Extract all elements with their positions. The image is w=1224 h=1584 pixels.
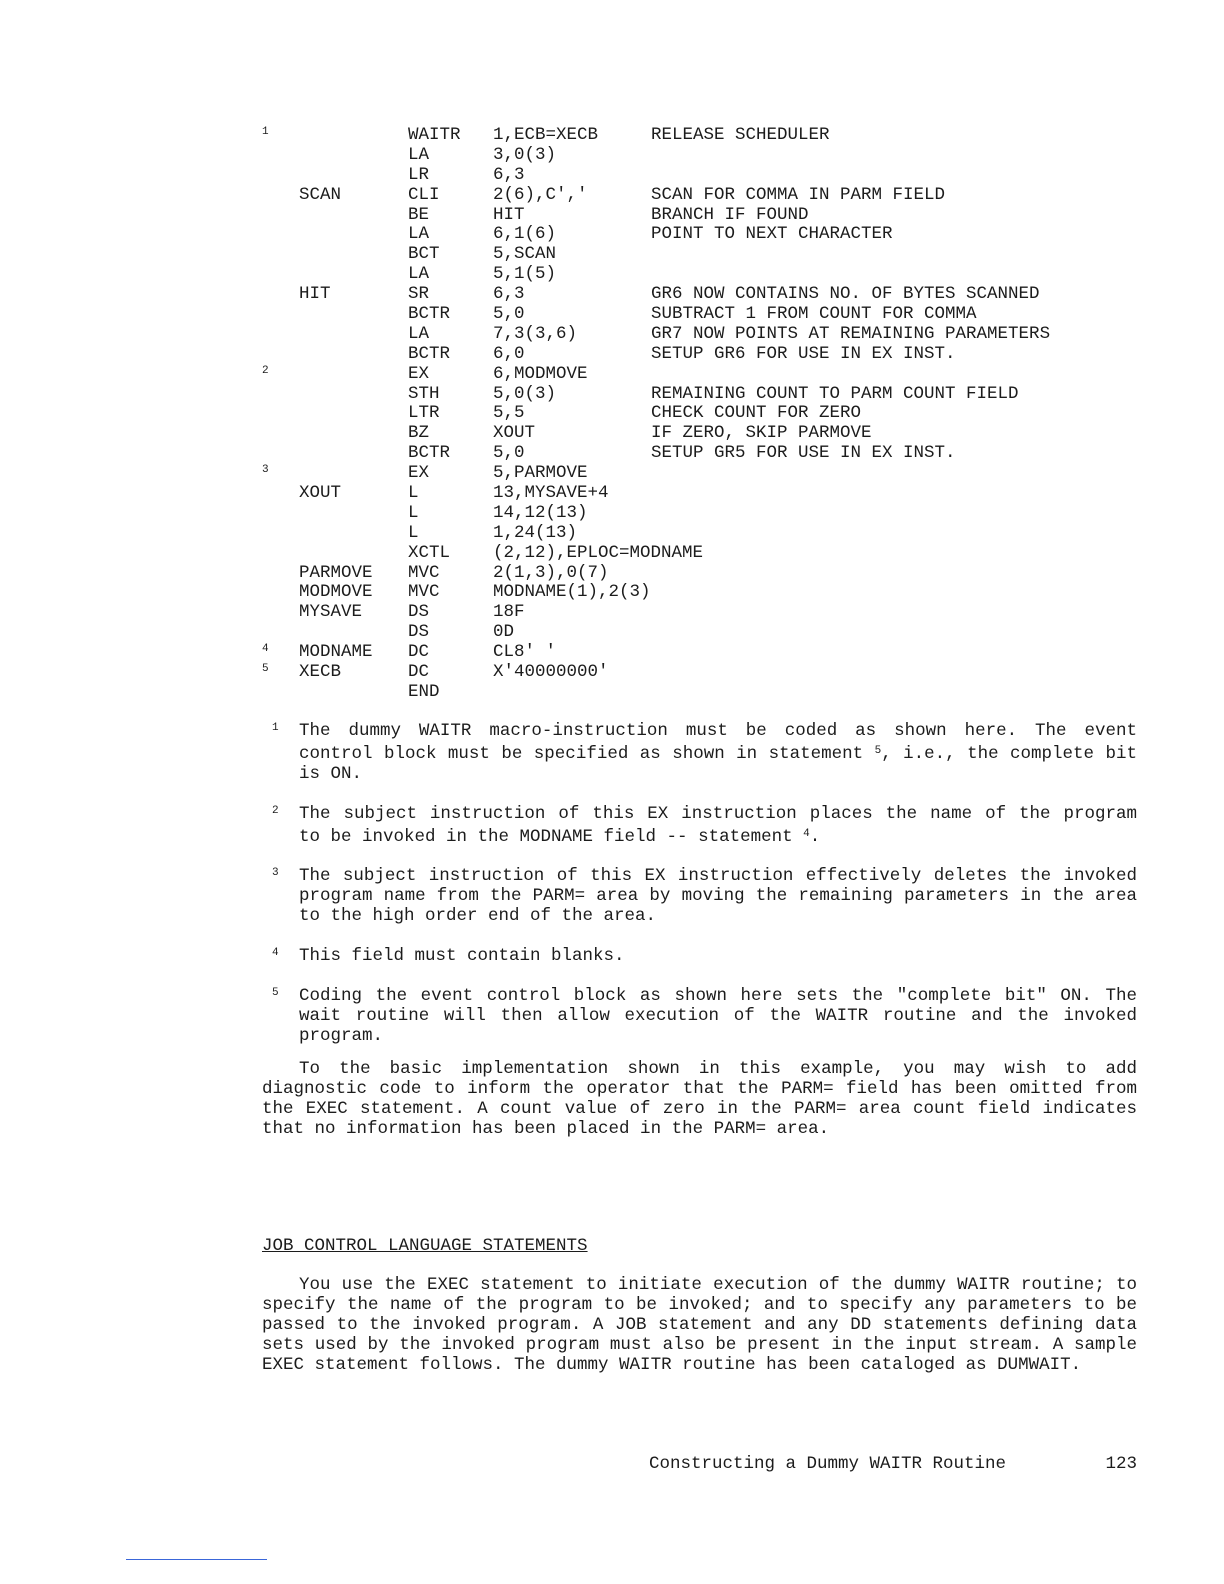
code-line (262, 424, 1162, 444)
code-operand: 1,24(13) (493, 522, 578, 543)
code-opcode: EX (408, 463, 430, 484)
statement-note-mark: 5 (262, 663, 269, 676)
code-opcode: BCTR (408, 443, 451, 464)
code-label: XOUT (299, 483, 342, 504)
code-opcode: MVC (408, 582, 440, 603)
code-line (262, 325, 1162, 345)
code-line (262, 484, 1162, 504)
code-line (262, 643, 1162, 663)
code-listing (262, 126, 1162, 703)
code-operand: 6,1(6) (493, 224, 557, 245)
code-line (262, 146, 1162, 166)
footnote-2 (262, 805, 1137, 848)
code-operand: 6,3 (493, 164, 525, 185)
code-line (262, 305, 1162, 325)
code-opcode: BCTR (408, 343, 451, 364)
code-operand: 5,PARMOVE (493, 463, 588, 484)
code-line (262, 166, 1162, 186)
code-operand: X'40000000' (493, 662, 609, 683)
footnote-text: The dummy WAITR macro-instruction must be coded as shown here. The event control block must be specified as shown in statement (299, 721, 1137, 764)
code-operand: 18F (493, 602, 525, 623)
code-comment: GR6 NOW CONTAINS NO. OF BYTES SCANNED (651, 284, 1040, 305)
code-operand: 5,5 (493, 403, 525, 424)
code-operand: 6,0 (493, 343, 525, 364)
scan-edge-line (126, 1559, 267, 1560)
code-opcode: LR (408, 164, 430, 185)
section-heading: JOB CONTROL LANGUAGE STATEMENTS (262, 1236, 588, 1256)
code-operand: 5,1(5) (493, 264, 557, 285)
code-operand: (2,12),EPLOC=MODNAME (493, 542, 704, 563)
footnote-text: The subject instruction of this EX instruction places the name of the program to be invoked in the MODNAME field -- statement (299, 803, 1137, 847)
code-comment: SUBTRACT 1 FROM COUNT FOR COMMA (651, 304, 977, 325)
code-label: MYSAVE (299, 602, 363, 623)
statement-note-mark: 2 (262, 364, 269, 377)
footnote-text: Coding the event control block as shown here sets the "complete bit" ON. The wait routine will then allow execution of the WAITR routine and the invoked program. (299, 985, 1137, 1046)
code-operand: 5,SCAN (493, 244, 557, 265)
code-opcode: L (408, 502, 419, 523)
code-label: MODNAME (299, 642, 373, 663)
code-opcode: MVC (408, 562, 440, 583)
footnote-mark: 2 (272, 804, 279, 817)
code-opcode: LA (408, 144, 430, 165)
code-operand: MODNAME(1),2(3) (493, 582, 651, 603)
code-line (262, 564, 1162, 584)
code-operand: HIT (493, 204, 525, 225)
code-line (262, 683, 1162, 703)
code-opcode: LA (408, 323, 430, 344)
statement-note-mark: 4 (262, 643, 269, 656)
code-opcode: XCTL (408, 542, 451, 563)
footnote-text: The subject instruction of this EX instruction effectively deletes the invoked program name from the PARM= area by moving the remaining parameters in the area to the high order end of the area. (299, 866, 1137, 927)
footnote-mark: 4 (272, 946, 279, 959)
code-operand: 2(6),C',' (493, 184, 588, 205)
code-comment: IF ZERO, SKIP PARMOVE (651, 423, 872, 444)
code-operand: CL8' ' (493, 642, 557, 663)
code-line (262, 186, 1162, 206)
footnote-text: This field must contain blanks. (299, 945, 625, 966)
code-opcode: DC (408, 642, 430, 663)
code-line (262, 583, 1162, 603)
footnote-3 (262, 867, 1137, 927)
page-number: 123 (1105, 1454, 1137, 1474)
code-operand: 1,ECB=XECB (493, 125, 599, 145)
code-operand: 0D (493, 622, 515, 643)
code-opcode: END (408, 681, 440, 702)
footnote-5 (262, 987, 1137, 1047)
code-operand: 5,0 (493, 443, 525, 464)
code-comment: GR7 NOW POINTS AT REMAINING PARAMETERS (651, 323, 1051, 344)
code-comment: SETUP GR6 FOR USE IN EX INST. (651, 343, 956, 364)
footnote-4 (262, 947, 1137, 967)
footnote-mark: 3 (272, 867, 279, 880)
code-line (262, 385, 1162, 405)
code-comment: POINT TO NEXT CHARACTER (651, 224, 893, 245)
code-operand: 6,3 (493, 284, 525, 305)
code-opcode: BE (408, 204, 430, 225)
code-comment: CHECK COUNT FOR ZERO (651, 403, 862, 424)
code-opcode: DS (408, 622, 430, 643)
code-label: PARMOVE (299, 562, 373, 583)
footnote-mark: 5 (272, 986, 279, 999)
statement-ref: 4 (803, 827, 810, 840)
code-line (262, 265, 1162, 285)
code-comment: BRANCH IF FOUND (651, 204, 809, 225)
code-operand: 5,0(3) (493, 383, 557, 404)
code-line (262, 285, 1162, 305)
code-line (262, 663, 1162, 683)
code-opcode: CLI (408, 184, 440, 205)
code-line (262, 126, 1162, 146)
code-operand: 2(1,3),0(7) (493, 562, 609, 583)
code-line (262, 504, 1162, 524)
code-operand: 6,MODMOVE (493, 363, 588, 384)
footer-title: Constructing a Dummy WAITR Routine (649, 1454, 1007, 1474)
code-line (262, 444, 1162, 464)
code-line (262, 206, 1162, 226)
code-line (262, 464, 1162, 484)
code-line (262, 245, 1162, 265)
statement-note-mark: 3 (262, 464, 269, 477)
code-opcode: L (408, 483, 419, 504)
code-opcode: WAITR (408, 125, 461, 145)
footnote-text: , i.e., the complete bit is ON. (299, 743, 1137, 784)
code-line (262, 524, 1162, 544)
code-label: HIT (299, 284, 331, 305)
footnote-text: . (809, 826, 821, 847)
code-comment: RELEASE SCHEDULER (651, 125, 830, 145)
code-line (262, 623, 1162, 643)
code-opcode: L (408, 522, 419, 543)
code-opcode: LTR (408, 403, 440, 424)
footnote-1 (262, 722, 1137, 785)
body-paragraph-diagnostics: To the basic implementation shown in this example, you may wish to add diagnostic code to inform the operator that the PARM= field has been omitted from the EXEC statement. A count value of zero in the PARM= area count field indicates that no information has been placed in the PARM= area. (262, 1059, 1137, 1139)
code-line (262, 365, 1162, 385)
code-label: MODMOVE (299, 582, 373, 603)
code-comment: REMAINING COUNT TO PARM COUNT FIELD (651, 383, 1019, 404)
footnotes (262, 722, 1137, 1066)
code-label: SCAN (299, 184, 342, 205)
code-opcode: BCT (408, 244, 440, 265)
code-opcode: DS (408, 602, 430, 623)
code-opcode: DC (408, 662, 430, 683)
code-label: XECB (299, 662, 342, 683)
code-opcode: EX (408, 363, 430, 384)
code-opcode: BZ (408, 423, 430, 444)
code-line (262, 345, 1162, 365)
code-line (262, 603, 1162, 623)
body-paragraph-exec: You use the EXEC statement to initiate execution of the dummy WAITR routine; to specify the name of the program to be invoked; and to specify any parameters to be passed to the invoked program. A JOB statement and any DD statements defining data sets used by the invoked program must also be present in the input stream. A sample EXEC statement follows. The dummy WAITR routine has been cataloged as DUMWAIT. (262, 1275, 1137, 1375)
code-opcode: BCTR (408, 304, 451, 325)
code-line (262, 404, 1162, 424)
statement-ref: 5 (874, 744, 882, 757)
code-comment: SETUP GR5 FOR USE IN EX INST. (651, 443, 956, 464)
code-opcode: LA (408, 264, 430, 285)
code-comment: SCAN FOR COMMA IN PARM FIELD (651, 184, 946, 205)
code-operand: 7,3(3,6) (493, 323, 578, 344)
code-operand: 5,0 (493, 304, 525, 325)
code-opcode: LA (408, 224, 430, 245)
code-operand: 13,MYSAVE+4 (493, 483, 609, 504)
code-opcode: SR (408, 284, 430, 305)
code-operand: 3,0(3) (493, 144, 557, 165)
code-line (262, 225, 1162, 245)
code-line (262, 544, 1162, 564)
code-operand: 14,12(13) (493, 502, 588, 523)
statement-note-mark: 1 (262, 126, 269, 138)
footnote-mark: 1 (272, 722, 279, 734)
code-operand: XOUT (493, 423, 536, 444)
code-opcode: STH (408, 383, 440, 404)
